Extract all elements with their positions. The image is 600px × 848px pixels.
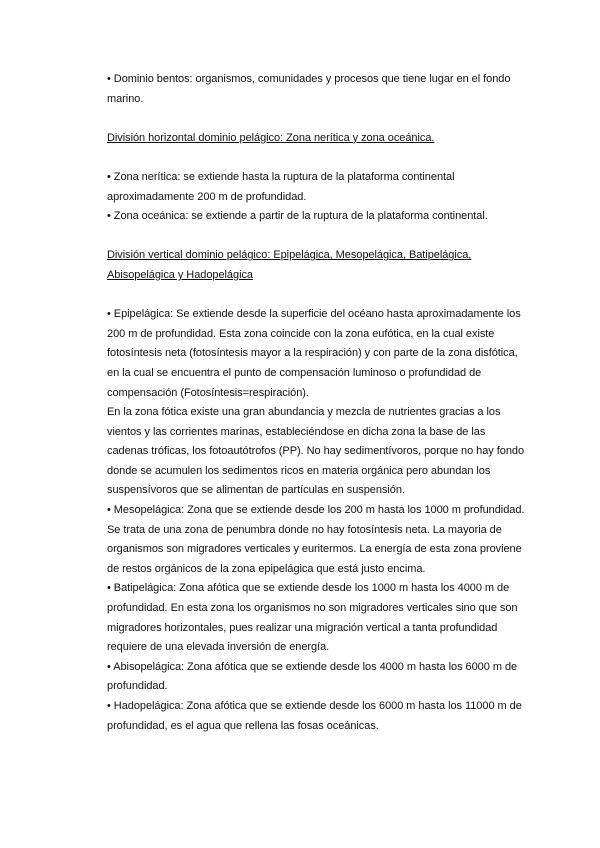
zona-fotica-paragraph: En la zona fótica existe una gran abundancia y mezcla de nutrientes gracias a los vientos y las corrientes marinas, estableciéndose en dicha zona la base de las cadenas tróficas, los fotoautótrofos (PP). No hay sedimentívoros, porque no hay fondo donde se acumulen los sedimentos ricos en materia orgánica pero abundan los suspensívoros que se alimentan de partículas en suspensión. <box>107 406 525 497</box>
epipelagica-bullet: • Epipelágica: Se extiende desde la superficie del océano hasta aproximadamente los 200 m de profundidad. Esta zona coincide con la zona eufótica, en la cual existe fotosíntesis neta (fotosíntesis mayor a la respiración) y con parte de la zona disfótica, en la cual se encuentra el punto de compensación luminoso o profundidad de compensación (Fotosíntesis=respiración). <box>107 308 521 399</box>
spacer <box>107 227 527 247</box>
horizontal-division-heading: División horizontal dominio pelágico: Zona nerítica y zona oceánica. <box>107 131 435 144</box>
spacer <box>107 148 527 168</box>
abisopelagica-bullet: • Abisopelágica: Zona afótica que se extiende desde los 4000 m hasta los 6000 m de profundidad. <box>107 660 518 693</box>
neritica-bullet: • Zona nerítica: se extiende hasta la ruptura de la plataforma continental aproximadamente 200 m de profundidad. <box>107 170 455 203</box>
spacer <box>107 286 527 306</box>
vertical-division-heading: División vertical dominio pelágico: Epipelágica, Mesopelágica, Batipelágica, Abisopelágica y Hadopelágica <box>107 249 472 281</box>
mesopelagica-bullet: • Mesopelágica: Zona que se extiende desde los 200 m hasta los 1000 m profundidad. Se trata de una zona de penumbra donde no hay fotosíntesis neta. La mayoria de organismos son migradores verticales y euritermos. La energía de esta zona proviene de restos orgánicos de la zona epipelágica que está justo encima. <box>107 504 525 575</box>
batipelagica-bullet: • Batipelágica: Zona afótica que se extiende desde los 1000 m hasta los 4000 m de profundidad. En esta zona los organismos no son migradores verticales sino que son migradores horizontales, pues realizar una migración vertical a tanta profundidad requiere de una elevada inversión de energía. <box>107 582 518 654</box>
hadopelagica-bullet: • Hadopelágica: Zona afótica que se extiende desde los 6000 m hasta los 11000 m de profundidad, es el agua que rellena las fosas oceánicas. <box>107 700 522 732</box>
bentos-bullet: • Dominio bentos: organismos, comunidades y procesos que tiene lugar en el fondo marino. <box>107 73 511 105</box>
document-page <box>107 70 527 736</box>
spacer <box>107 109 527 129</box>
oceanica-bullet: • Zona oceánica: se extiende a partir de la ruptura de la plataforma continental. <box>107 210 488 223</box>
